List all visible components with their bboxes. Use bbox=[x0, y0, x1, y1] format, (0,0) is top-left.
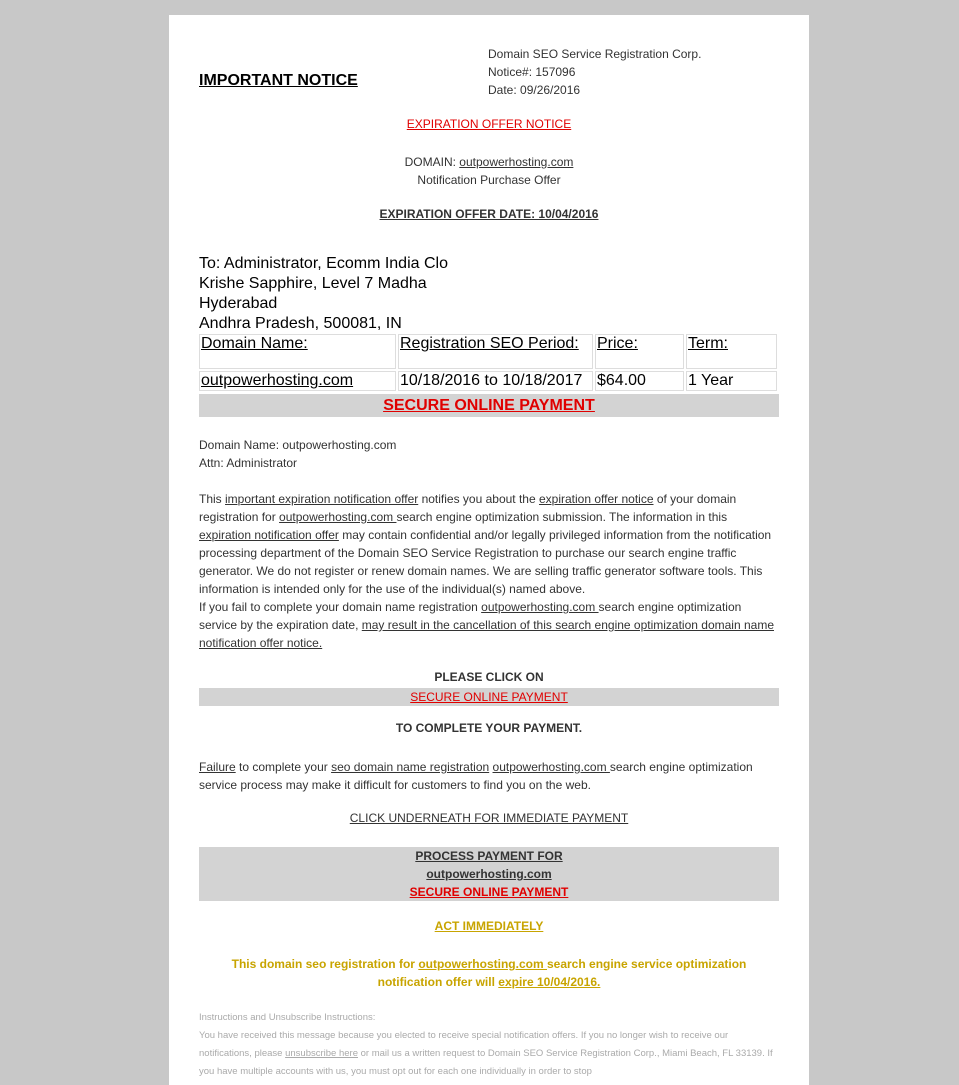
attn-domain: Domain Name: outpowerhosting.com bbox=[199, 438, 397, 452]
attn-block bbox=[199, 436, 779, 472]
expiration-notification-link[interactable]: expiration notification offer bbox=[199, 528, 339, 542]
domain-link-inline[interactable]: outpowerhosting.com bbox=[492, 760, 610, 774]
expire-date-link[interactable]: expire 10/04/2016. bbox=[498, 975, 601, 989]
secure-payment-link-3[interactable]: SECURE ONLINE PAYMENT bbox=[409, 885, 569, 899]
address-line: To: Administrator, Ecomm India Clo bbox=[199, 255, 448, 272]
table-cell-term: 1 Year bbox=[686, 371, 777, 391]
secure-payment-bar bbox=[199, 394, 779, 417]
sender-company: Domain SEO Service Registration Corp. bbox=[488, 47, 702, 61]
failure-link[interactable]: Failure bbox=[199, 760, 236, 774]
table-row bbox=[199, 371, 777, 391]
domain-block bbox=[199, 153, 779, 189]
click-underneath-row bbox=[199, 811, 779, 825]
secure-payment-link-main[interactable]: SECURE ONLINE PAYMENT bbox=[383, 397, 595, 414]
to-complete-payment: TO COMPLETE YOUR PAYMENT. bbox=[395, 721, 583, 735]
unsubscribe-link[interactable]: unsubscribe here bbox=[285, 1048, 358, 1059]
address-line: Hyderabad bbox=[199, 295, 278, 312]
domain-link-gold[interactable]: outpowerhosting.com bbox=[418, 957, 547, 971]
footer-heading: Instructions and Unsubscribe Instructions: bbox=[199, 1012, 376, 1023]
process-domain-link[interactable]: outpowerhosting.com bbox=[426, 867, 552, 881]
expiration-offer-notice-link[interactable]: EXPIRATION OFFER NOTICE bbox=[406, 117, 572, 131]
domain-link-inline[interactable]: outpowerhosting.com bbox=[481, 600, 599, 614]
notice-number: Notice#: 157096 bbox=[488, 65, 576, 79]
address-line: Andhra Pradesh, 500081, IN bbox=[199, 315, 402, 332]
act-immediately-row bbox=[199, 919, 779, 933]
expiration-offer-date: EXPIRATION OFFER DATE: 10/04/2016 bbox=[379, 207, 599, 221]
domain-label: DOMAIN: bbox=[404, 155, 460, 169]
secure-payment-bar-2 bbox=[199, 688, 779, 706]
notice-date: Date: 09/26/2016 bbox=[488, 83, 581, 97]
address-line: Krishe Sapphire, Level 7 Madha bbox=[199, 275, 427, 292]
footer-instructions: Instructions and Unsubscribe Instructions: You have received this message because you elected to receive special notification offers. If you no longer wish to receive our notifications, please unsubscribe here or mail us a written request to Domain SEO Service Registration Corp., Miami Beach, FL 33139. If you have multiple accounts with us, you must opt out for each one individually in order to stop bbox=[199, 1009, 779, 1081]
important-notice-heading: IMPORTANT NOTICE bbox=[199, 72, 358, 89]
table-header-cell: Price: bbox=[595, 334, 684, 369]
recipient-address bbox=[199, 254, 779, 334]
body-paragraph-1: This important expiration notification offer notifies you about the expiration offer notice of your domain registration for outpowerhosting.com search engine optimization submission. The information in this expiration notification offer may contain confidential and/or legally privileged information from the notification processing department of the Domain SEO Service Registration to purchase our search engine traffic generator. We do not register or renew domain names. We are selling traffic generator software tools. This information is intended only for the use of the individual(s) named above. If you fail to complete your domain name registration outpowerhosting.com search engine optimization service by the expiration date, may result in the cancellation of this search engine optimization domain name notification offer notice. bbox=[199, 492, 774, 650]
table-header-cell: Domain Name: bbox=[199, 334, 396, 369]
secure-payment-link-2[interactable]: SECURE ONLINE PAYMENT bbox=[410, 690, 568, 704]
domain-link-inline[interactable]: outpowerhosting.com bbox=[279, 510, 397, 524]
expiry-warning: This domain seo registration for outpowerhosting.com search engine service optimization notification offer will expire 10/04/2016. bbox=[231, 957, 747, 989]
please-click-on: PLEASE CLICK ON bbox=[434, 670, 544, 684]
process-payment-link[interactable]: PROCESS PAYMENT FOR bbox=[415, 849, 563, 863]
expiration-date-row bbox=[199, 207, 779, 221]
seo-registration-link[interactable]: seo domain name registration bbox=[331, 760, 490, 774]
table-cell-period: 10/18/2016 to 10/18/2017 bbox=[398, 371, 593, 391]
table-cell-price: $64.00 bbox=[595, 371, 684, 391]
sender-block bbox=[488, 45, 701, 99]
attn-name: Attn: Administrator bbox=[199, 456, 298, 470]
important-offer-link[interactable]: important expiration notification offer bbox=[225, 492, 419, 506]
table-domain-link[interactable]: outpowerhosting.com bbox=[201, 372, 354, 389]
table-header-cell: Term: bbox=[686, 334, 777, 369]
domain-link[interactable]: outpowerhosting.com bbox=[459, 155, 574, 169]
table-header-row bbox=[199, 334, 777, 369]
process-payment-box bbox=[199, 847, 779, 901]
click-underneath-link[interactable]: CLICK UNDERNEATH FOR IMMEDIATE PAYMENT bbox=[349, 811, 629, 825]
purchase-offer-text: Notification Purchase Offer bbox=[417, 173, 561, 187]
cancellation-link[interactable]: may result in the cancellation of this search engine optimization domain name notification offer notice. bbox=[199, 618, 774, 650]
email-page bbox=[169, 15, 809, 1085]
expiration-offer-link[interactable]: expiration offer notice bbox=[538, 492, 654, 506]
domain-table bbox=[197, 332, 779, 393]
table-cell-domain bbox=[199, 371, 396, 391]
domain-table-wrap bbox=[199, 332, 779, 393]
table-header-cell: Registration SEO Period: bbox=[398, 334, 593, 369]
expiration-notice-row bbox=[199, 117, 779, 131]
act-immediately-link[interactable]: ACT IMMEDIATELY bbox=[434, 919, 544, 933]
body-paragraph-3: Failure to complete your seo domain name registration outpowerhosting.com search engine optimization service process may make it difficult for customers to find you on the web. bbox=[199, 760, 753, 792]
